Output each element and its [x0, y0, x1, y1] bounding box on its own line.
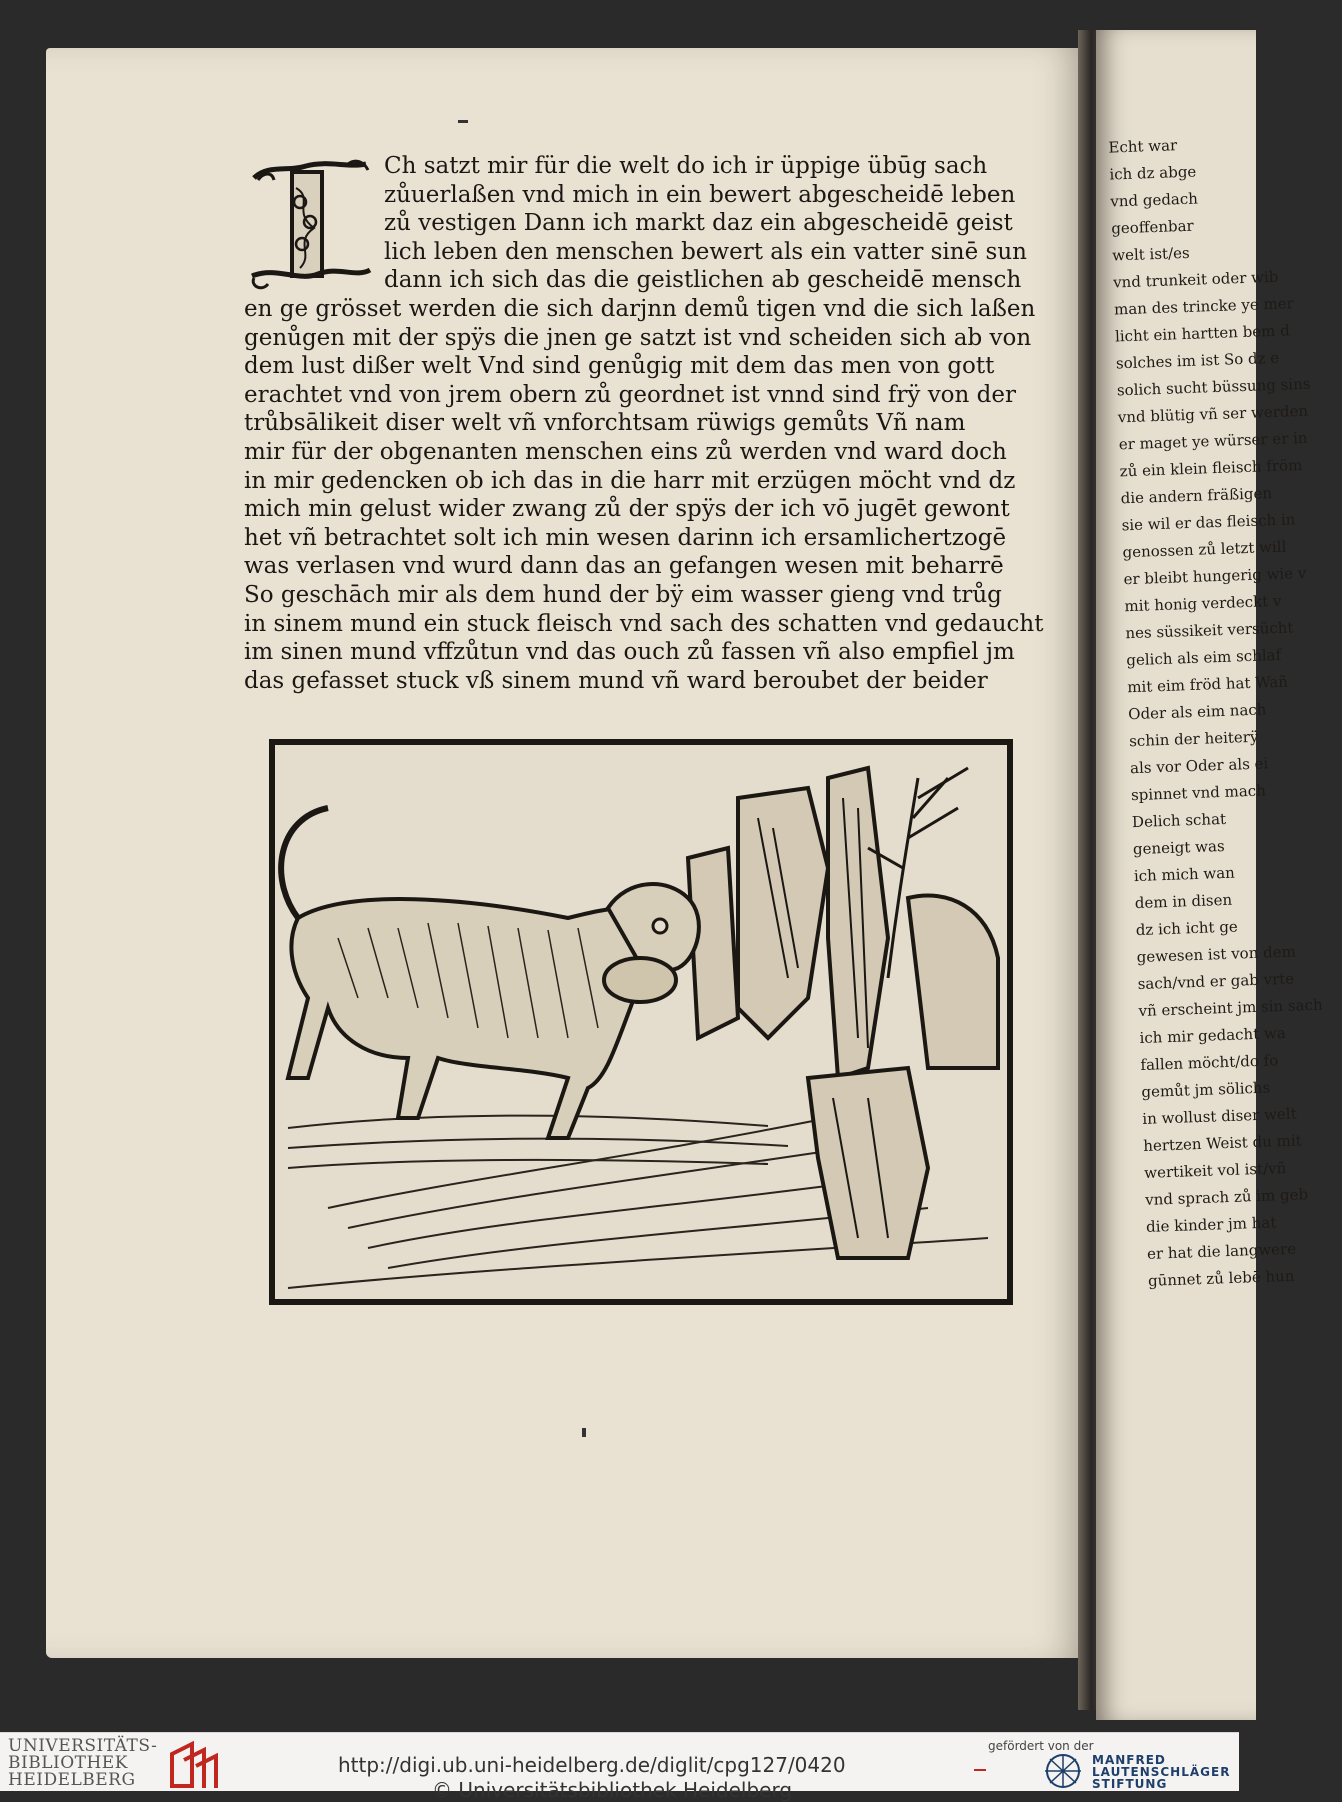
text-line: zůuerlaßen vnd mich in ein bewert abgescheidē leben [384, 181, 1016, 208]
text-line: dann ich sich das die geistlichen ab gescheidē mensch [384, 267, 1022, 294]
right-page-line: in wollust diser welt [1142, 1104, 1297, 1128]
text-line: en ge grösset werden die sich darjnn demů tigen vnd die sich laßen [244, 295, 1036, 322]
copyright-text: © Universitätsbibliothek Heidelberg [432, 1778, 793, 1802]
right-page-line: solich sucht büssung sins [1116, 374, 1311, 400]
right-page-line: schin der heiterÿ [1128, 727, 1259, 751]
right-page-line: genossen zů letzt will [1122, 537, 1287, 562]
text-line: dem lust dißer welt Vnd sind genůgig mit dem das men von gott [244, 353, 995, 380]
right-page-line: er bleibt hungerig wie v [1123, 563, 1307, 589]
text-line: im sinen mund vffzůtun vnd das ouch zů fassen vñ also empfiel jm [244, 639, 1015, 666]
right-page-line: gūnnet zů lebē hun [1147, 1266, 1295, 1290]
right-page-line: vnd trunkeit oder wib [1112, 267, 1279, 292]
right-page-line: er maget ye würser er in [1118, 428, 1308, 454]
text-line: So geschāch mir als dem hund der bÿ eim wasser gieng vnd trůg [244, 581, 1002, 608]
right-page-line: solches im ist So dz e [1115, 348, 1280, 373]
right-page-line: mit eim fröd hat Wañ [1126, 672, 1289, 697]
text-line: zů vestigen Dann ich markt daz ein abgescheidē geist [384, 210, 1013, 237]
right-page-line: vnd gedach [1110, 189, 1199, 211]
right-page-line: zů ein klein fleisch fröm [1119, 456, 1303, 481]
text-line: genůgen mit der spÿs die jnen ge satzt ist vnd scheiden sich ab von [244, 324, 1032, 351]
page-mark-middle [582, 1428, 586, 1437]
page-mark-top [458, 120, 468, 123]
right-page-line: nes süssikeit versücht [1125, 618, 1294, 643]
text-line: Ch satzt mir für die welt do ich ir üppige übūg sach [384, 153, 988, 179]
right-page-line: dz ich icht ge [1135, 917, 1239, 940]
right-page-line: geneigt was [1132, 836, 1225, 859]
text-line: het vñ betrachtet solt ich min wesen darinn ich ersamlichertzogē [244, 524, 1007, 551]
main-text [244, 152, 1044, 695]
right-page-line: sach/vnd er gab vrte [1137, 969, 1295, 994]
text-line: was verlasen vnd wurd dann das an gefangen wesen mit beharrē [244, 553, 1004, 580]
woodcut-illustration [268, 738, 1014, 1306]
right-page-line: vnd sprach zů im geb [1144, 1185, 1309, 1209]
text-line: das gefasset stuck vß sinem mund vñ ward beroubet der beider [244, 667, 988, 694]
sponsor-name-line-1: MANFRED [1092, 1753, 1166, 1767]
right-page-line: wertikeit vol ist/vñ [1143, 1158, 1287, 1182]
right-page-line: gemůt jm sölichs [1141, 1078, 1271, 1101]
right-page-line: sie wil er das fleisch in [1121, 510, 1296, 535]
right-page-line: dem in disen [1134, 890, 1233, 913]
text-line: mir für der obgenanten menschen eins zů werden vnd ward doch [244, 438, 1007, 465]
text-line: in mir gedencken ob ich das in die harr mit erzügen möcht vnd dz [244, 467, 1016, 494]
right-page-line: vñ erscheint jm sin sach [1138, 995, 1323, 1021]
right-page-line: hertzen Weist du mit [1142, 1131, 1302, 1155]
right-page-line: die andern fräßigen [1120, 484, 1273, 508]
text-line: mich min gelust wider zwang zů der spÿs der ich vō jugēt gewont [244, 496, 1010, 523]
right-page-line: vnd blütig vñ ser werden [1117, 401, 1309, 427]
permalink-url[interactable]: http://digi.ub.uni-heidelberg.de/diglit/cpg127/0420 [338, 1753, 846, 1777]
right-page-text [1096, 128, 1342, 1295]
right-page-line: gewesen ist von dem [1136, 942, 1297, 967]
right-page-line: ich mir gedacht wa [1139, 1023, 1287, 1048]
right-page-line: Echt war [1108, 136, 1178, 157]
right-page-line: die kinder jm hat [1145, 1213, 1277, 1236]
text-line: lich leben den menschen bewert als ein vatter sinē sun [384, 238, 1027, 265]
right-page-line: Delich schat [1131, 809, 1227, 832]
text-line: erachtet vnd von jrem obern zů geordnet ist vnnd sind frÿ von der [244, 381, 1016, 408]
right-page-line: fallen möcht/do fo [1140, 1051, 1279, 1075]
right-page-line: geoffenbar [1110, 216, 1194, 238]
right-page-line: man des trincke ye mer [1113, 294, 1295, 319]
right-page-line: er hat die langwere [1146, 1239, 1297, 1263]
right-page-line: ich mich wan [1133, 863, 1236, 886]
library-name-line-2: BIBLIOTHEK [8, 1753, 128, 1773]
text-line: trůbsālikeit diser welt vñ vnforchtsam rüwigs gemůts Vñ nam [244, 410, 966, 437]
right-page-line: als vor Oder als ei [1129, 754, 1269, 778]
sponsor-name[interactable] [1092, 1754, 1230, 1790]
sponsor-label: gefördert von der [988, 1739, 1094, 1753]
right-page-line: spinnet vnd mach [1130, 781, 1267, 805]
right-page [1096, 30, 1323, 1720]
library-name-line-1: UNIVERSITÄTS- [8, 1736, 158, 1756]
sponsor-divider [974, 1769, 986, 1771]
right-page-line: mit honig verdeckt v [1124, 591, 1282, 616]
right-page-line: gelich als eim schlaf [1126, 645, 1282, 670]
library-name-line-3: HEIDELBERG [8, 1770, 136, 1790]
library-name [8, 1738, 157, 1789]
right-page-line: Oder als eim nach [1127, 700, 1267, 724]
text-line: in sinem mund ein stuck fleisch vnd sach des schatten vnd gedaucht [244, 610, 1044, 637]
right-page-line: ich dz abge [1109, 162, 1197, 184]
sponsor-name-line-3: STIFTUNG [1092, 1777, 1168, 1791]
right-page-line: welt ist/es [1111, 243, 1190, 265]
sponsor-name-line-2: LAUTENSCHLÄGER [1092, 1765, 1231, 1779]
initial-letter: I [248, 158, 249, 159]
sponsor-compass-icon[interactable] [1040, 1752, 1086, 1790]
library-logo-icon[interactable] [166, 1740, 224, 1790]
right-page-line: licht ein hartten bem d [1114, 321, 1291, 346]
